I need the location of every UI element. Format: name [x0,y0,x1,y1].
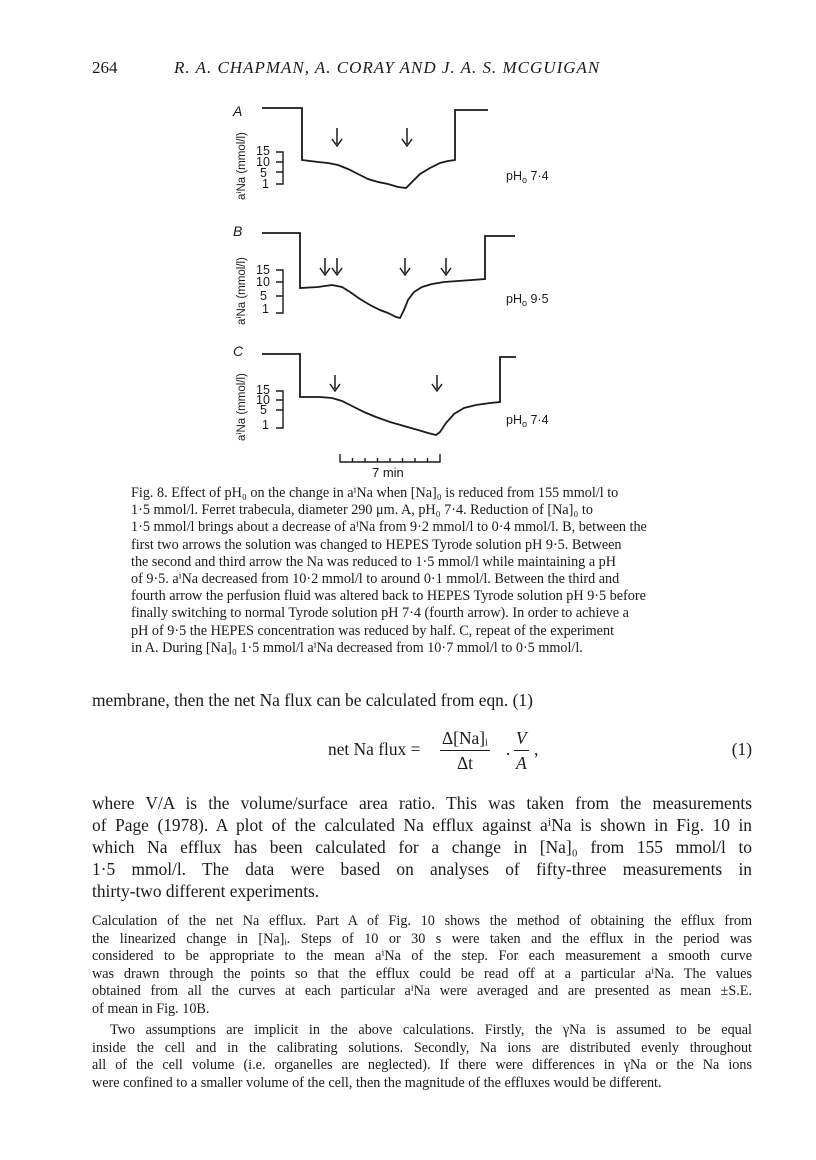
equation-1 [92,728,752,774]
body-line: 1·5 mmol/l. The data were based on analyses of fifty-three measurements in [92,859,752,879]
arrow-a-1 [332,128,342,146]
ylabel-a: aⁱNa (mmol/l) [236,132,248,200]
scale-bar-label: 7 min [372,465,404,480]
equation-number: (1) [731,739,752,759]
caption-line: first two arrows the solution was changed to HEPES Tyrode solution pH 9·5. Between [131,536,622,553]
caption-line: 1·5 mmol/l brings about a decrease of aⁱNa from 9·2 mmol/l to 0·4 mmol/l. B, between the [131,519,647,536]
body-line: Two assumptions are implicit in the above calculations. Firstly, the γNa is assumed to be equal [110,1022,752,1038]
panel-b [233,223,549,325]
panel-a [232,103,549,200]
panel-c [233,343,549,441]
equation-denominator-1: Δt [456,753,473,773]
ytick-b-10: 10 [256,275,270,289]
caption-line: finally switching to normal Tyrode solution pH 7·4 (fourth arrow). In order to achieve a [131,605,629,622]
ph-label-b: $pH_o$ 9·5 [506,292,549,308]
ph-label-a: $pH_o$ 7·4 [506,169,549,185]
panel-label-a: A [233,103,243,119]
equation-numerator-1: Δ[Na]ᵢ [440,728,490,751]
ytick-b-1: 1 [262,302,269,316]
body-line: of Page (1978). A plot of the calculated Na efflux against aⁱNa is shown in Fig. 10 in [92,815,752,835]
ytick-a-10: 10 [256,155,270,169]
equation-fraction-2 [514,728,529,773]
body-line: the linearized change in [Na]ᵢ. Steps of 10 or 30 s were taken and the efflux in the period was [92,930,752,947]
caption-line: fourth arrow the perfusion fluid was altered back to HEPES Tyrode solution pH 9·5 before [131,588,646,605]
arrow-b-2 [332,258,342,275]
panel-label-c: C [233,343,244,359]
paragraph-2 [92,913,752,1019]
intro-paragraph [92,689,752,711]
body-line: membrane, then the net Na flux can be calculated from eqn. (1) [92,690,533,710]
caption-line: in A. During [Na]₀ 1·5 mmol/l aⁱNa decreased from 10·7 mmol/l to 0·5 mmol/l. [131,639,583,656]
caption-line: Fig. 8. Effect of pH₀ on the change in aⁱNa when [Na]₀ is reduced from 155 mmol/l to [131,485,619,501]
arrow-c-1 [330,375,340,391]
ph-label-c: $pH_o$ 7·4 [506,413,549,429]
arrow-a-2 [402,128,412,146]
caption-line: of 9·5. aⁱNa decreased from 10·2 mmol/l to around 0·1 mmol/l. Between the third and [131,571,620,588]
body-line: Calculation of the net Na efflux. Part A of Fig. 10 shows the method of obtaining the efflux from [92,913,752,929]
trace-a [262,108,488,188]
arrow-b-3 [400,258,410,275]
paragraph-3 [92,1022,752,1092]
equation-numerator-2: V [514,728,529,751]
equation-dot: . [506,739,511,759]
ytick-b-5: 5 [260,289,267,303]
trace-c [262,354,516,435]
page-number: 264 [92,58,118,77]
arrow-c-2 [432,375,442,391]
body-line: of mean in Fig. 10B. [92,1000,210,1017]
body-line: considered to be appropriate to the mean aⁱNa of the step. For each measurement a smooth curve [92,948,752,965]
body-line: was drawn through the points so that the efflux could be read off at a particular aⁱNa. The values [92,965,752,982]
equation-denominator-2: A [516,753,527,773]
running-head-authors: R. A. CHAPMAN, A. CORAY AND J. A. S. MCGUIGAN [174,58,601,77]
ylabel-c: aⁱNa (mmol/l) [236,373,248,441]
ytick-c-5: 5 [260,403,267,417]
ytick-c-1: 1 [262,418,269,432]
ytick-a-5: 5 [260,166,267,180]
body-line: obtained from all the curves at each particular aⁱNa were averaged and are presented as mean ±S.E. [92,983,752,1000]
body-line: where V/A is the volume/surface area ratio. This was taken from the measurements [92,793,752,813]
body-line: all of the cell volume (i.e. organelles are neglected). If there were differences in γNa or the Na ions [92,1057,752,1074]
arrow-b-4 [441,258,451,275]
figure-caption [131,485,721,657]
ylabel-b: aⁱNa (mmol/l) [236,257,248,325]
trace-b [262,233,515,318]
body-line: inside the cell and in the calibrating solutions. Secondly, Na ions are distributed evenly throughout [92,1039,752,1056]
ytick-c-10: 10 [256,393,270,407]
y-axis-b [236,257,283,325]
arrow-b-1 [320,258,330,275]
caption-line: 1·5 mmol/l. Ferret trabecula, diameter 290 μm. A, pH₀ 7·4. Reduction of [Na]₀ to [131,502,593,519]
equation-fraction-1 [440,728,490,773]
equation-lhs: net Na flux = [328,739,421,759]
figure-8 [0,0,816,480]
equation-comma: , [534,739,539,759]
body-line: were confined to a smaller volume of the cell, then the magnitude of the effluxes would be different. [92,1074,662,1091]
paragraph-1 [92,792,752,902]
body-line: which Na efflux has been calculated for a change in [Na]₀ from 155 mmol/l to [92,837,752,857]
ytick-b-15: 15 [256,263,270,277]
panel-label-b: B [233,223,243,239]
ytick-a-15: 15 [256,144,270,158]
y-axis-a [236,132,283,200]
caption-line: pH of 9·5 the HEPES concentration was reduced by half. C, repeat of the experiment [131,622,615,639]
ytick-a-1: 1 [262,177,269,191]
ytick-c-15: 15 [256,383,270,397]
y-axis-c [236,373,283,441]
caption-line: the second and third arrow the Na was reduced to 1·5 mmol/l while maintaining a pH [131,553,617,570]
body-line: thirty-two different experiments. [92,881,320,901]
time-scale-bar [340,454,440,480]
